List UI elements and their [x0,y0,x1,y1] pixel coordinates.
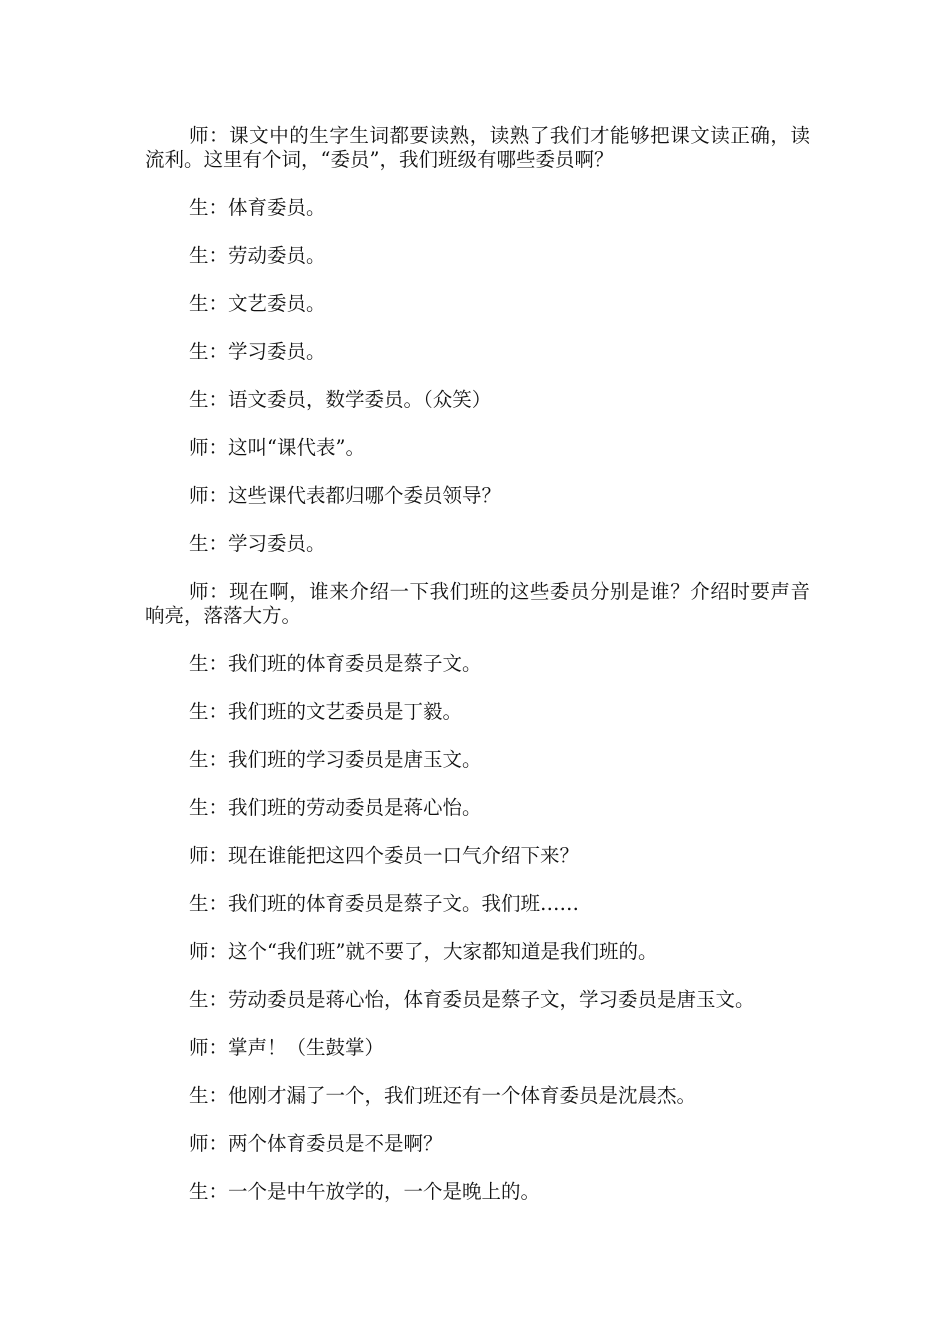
dialogue-paragraph: 师：现在谁能把这四个委员一口气介绍下来？ [189,844,580,867]
dialogue-paragraph: 师：两个体育委员是不是啊？ [189,1132,443,1155]
dialogue-paragraph: 生：我们班的学习委员是唐玉文。 [189,748,482,771]
dialogue-paragraph: 生：劳动委员是蒋心怡，体育委员是蔡子文，学习委员是唐玉文。 [189,988,755,1011]
dialogue-paragraph: 生：学习委员。 [189,340,326,363]
dialogue-paragraph: 生：体育委员。 [189,196,326,219]
dialogue-paragraph: 生：一个是中午放学的，一个是晚上的。 [189,1180,541,1203]
dialogue-paragraph: 生：劳动委员。 [189,244,326,267]
dialogue-paragraph: 师：课文中的生字生词都要读熟，读熟了我们才能够把课文读正确，读流利。这里有个词，“委员”，我们班级有哪些委员啊？ [145,124,810,171]
dialogue-paragraph: 生：我们班的体育委员是蔡子文。 [189,652,482,675]
dialogue-paragraph: 生：我们班的文艺委员是丁毅。 [189,700,463,723]
dialogue-paragraph: 师：这些课代表都归哪个委员领导？ [189,484,502,507]
dialogue-paragraph: 师：现在啊，谁来介绍一下我们班的这些委员分别是谁？介绍时要声音响亮，落落大方。 [145,580,810,627]
document-body [145,124,810,1204]
dialogue-paragraph: 生：文艺委员。 [189,292,326,315]
dialogue-paragraph: 生：他刚才漏了一个，我们班还有一个体育委员是沈晨杰。 [189,1084,697,1107]
dialogue-paragraph: 师：这个“我们班”就不要了，大家都知道是我们班的。 [189,940,658,963]
dialogue-paragraph: 生：学习委员。 [189,532,326,555]
dialogue-paragraph: 师：这叫“课代表”。 [189,436,365,459]
dialogue-paragraph: 生：语文委员，数学委员。（众笑） [189,388,492,411]
dialogue-paragraph: 师：掌声！（生鼓掌） [189,1036,385,1059]
dialogue-paragraph: 生：我们班的劳动委员是蒋心怡。 [189,796,482,819]
dialogue-paragraph: 生：我们班的体育委员是蔡子文。我们班…… [189,892,580,915]
